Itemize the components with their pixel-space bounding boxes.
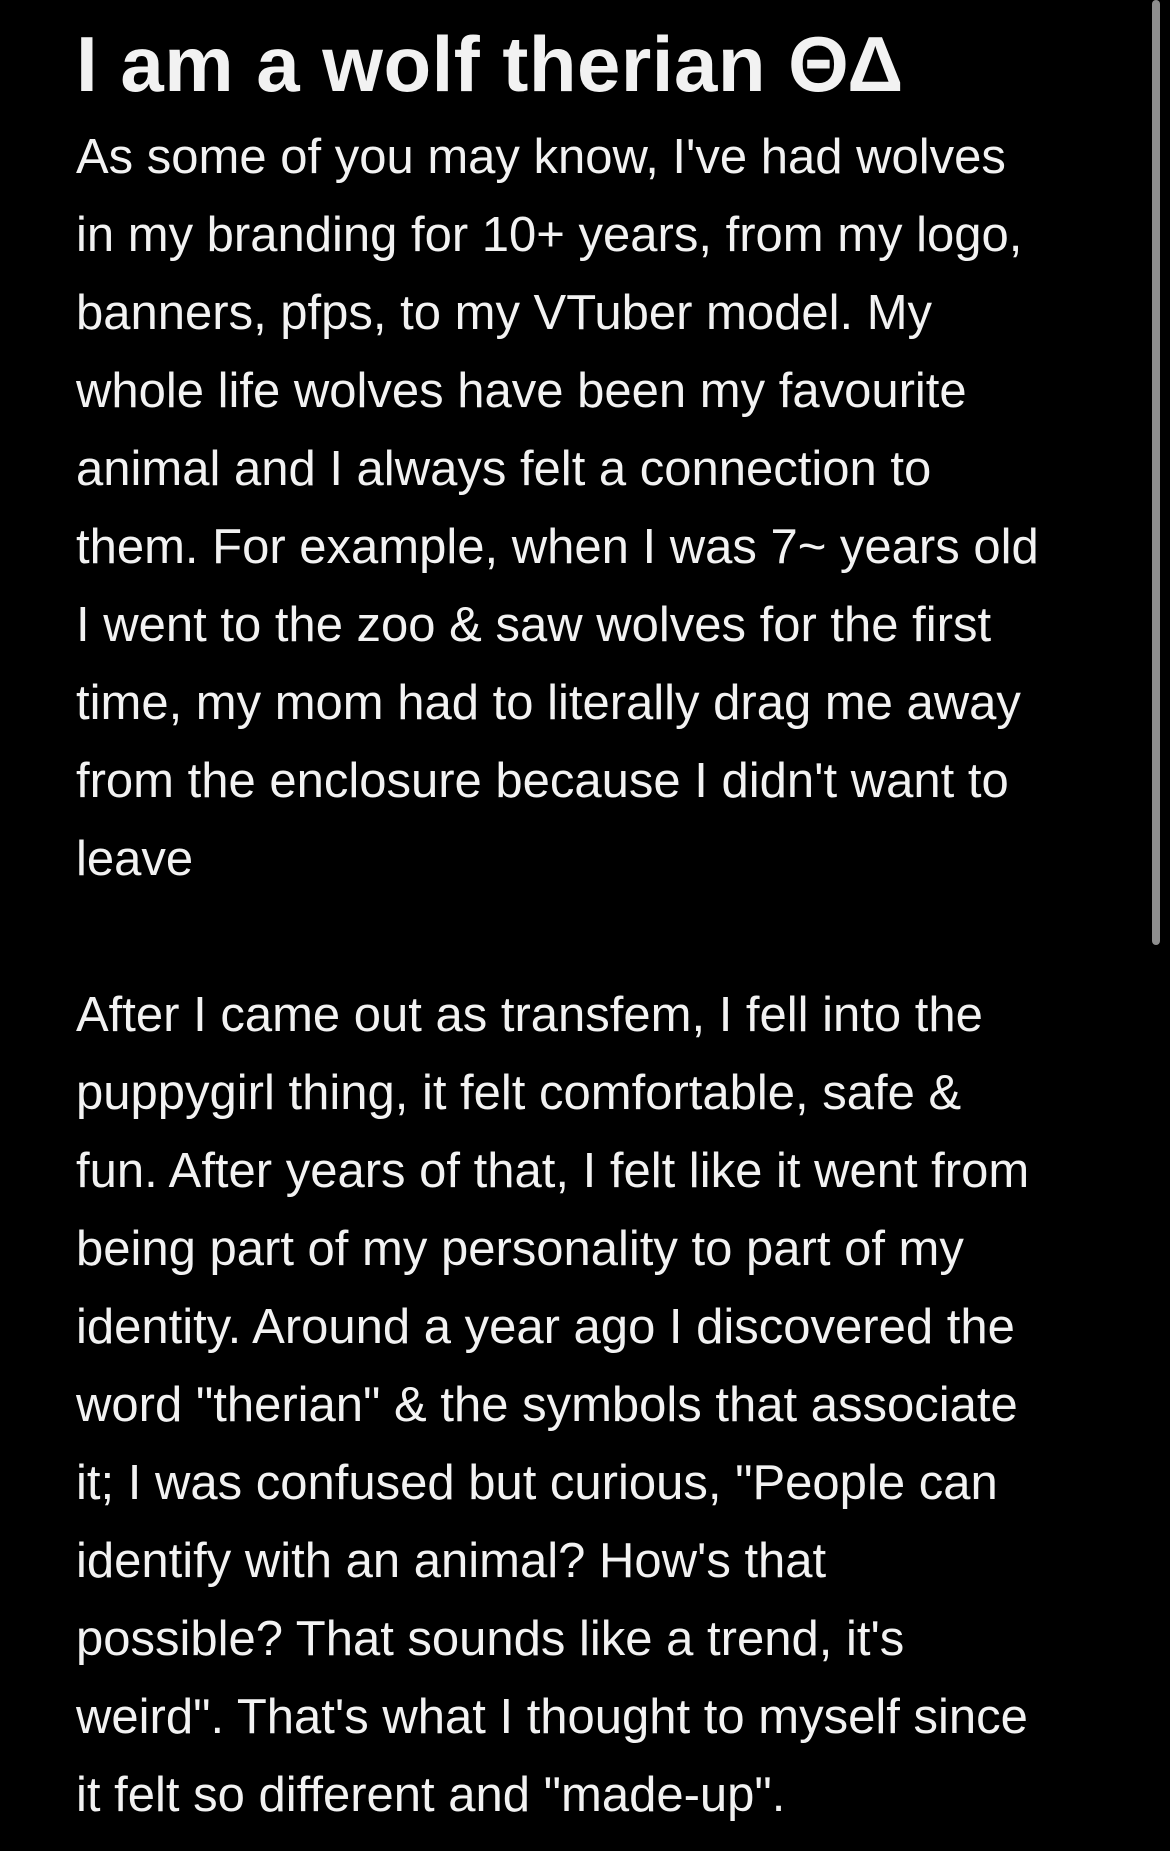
paragraph-2 bbox=[76, 976, 1100, 1834]
paragraph-line: possible? That sounds like a trend, it's bbox=[76, 1612, 905, 1666]
post-content[interactable] bbox=[76, 14, 1100, 1834]
paragraph-line: from the enclosure because I didn't want to bbox=[76, 754, 1009, 808]
paragraph-line: banners, pfps, to my VTuber model. My bbox=[76, 286, 933, 340]
paragraph-line: time, my mom had to literally drag me away bbox=[76, 676, 1021, 730]
paragraph-line: it; I was confused but curious, "People can bbox=[76, 1456, 998, 1510]
paragraph-line: puppygirl thing, it felt comfortable, safe & bbox=[76, 1066, 962, 1120]
paragraph-line: identity. Around a year ago I discovered the bbox=[76, 1300, 1015, 1354]
paragraph-line: fun. After years of that, I felt like it went from bbox=[76, 1144, 1030, 1198]
paragraph-1 bbox=[76, 118, 1100, 898]
paragraph-line: animal and I always felt a connection to bbox=[76, 442, 932, 496]
paragraph-line: I went to the zoo & saw wolves for the first bbox=[76, 598, 992, 652]
paragraph-line: As some of you may know, I've had wolves bbox=[76, 130, 1006, 184]
paragraph-line: word "therian" & the symbols that associate bbox=[76, 1378, 1018, 1432]
paragraph-line: weird". That's what I thought to myself since bbox=[76, 1690, 1028, 1744]
paragraph-line: After I came out as transfem, I fell into the bbox=[76, 988, 983, 1042]
paragraph-line: them. For example, when I was 7~ years old bbox=[76, 520, 1039, 574]
paragraph-line: being part of my personality to part of my bbox=[76, 1222, 964, 1276]
paragraph-line: in my branding for 10+ years, from my logo, bbox=[76, 208, 1023, 262]
paragraph-line: it felt so different and "made-up". bbox=[76, 1768, 786, 1822]
paragraph-line: identify with an animal? How's that bbox=[76, 1534, 827, 1588]
paragraph-spacer bbox=[76, 898, 1100, 976]
paragraph-line: whole life wolves have been my favourite bbox=[76, 364, 967, 418]
paragraph-line: leave bbox=[76, 832, 194, 886]
vertical-scrollbar[interactable] bbox=[1152, 0, 1160, 945]
post-title: I am a wolf therian ΘΔ bbox=[76, 20, 904, 108]
